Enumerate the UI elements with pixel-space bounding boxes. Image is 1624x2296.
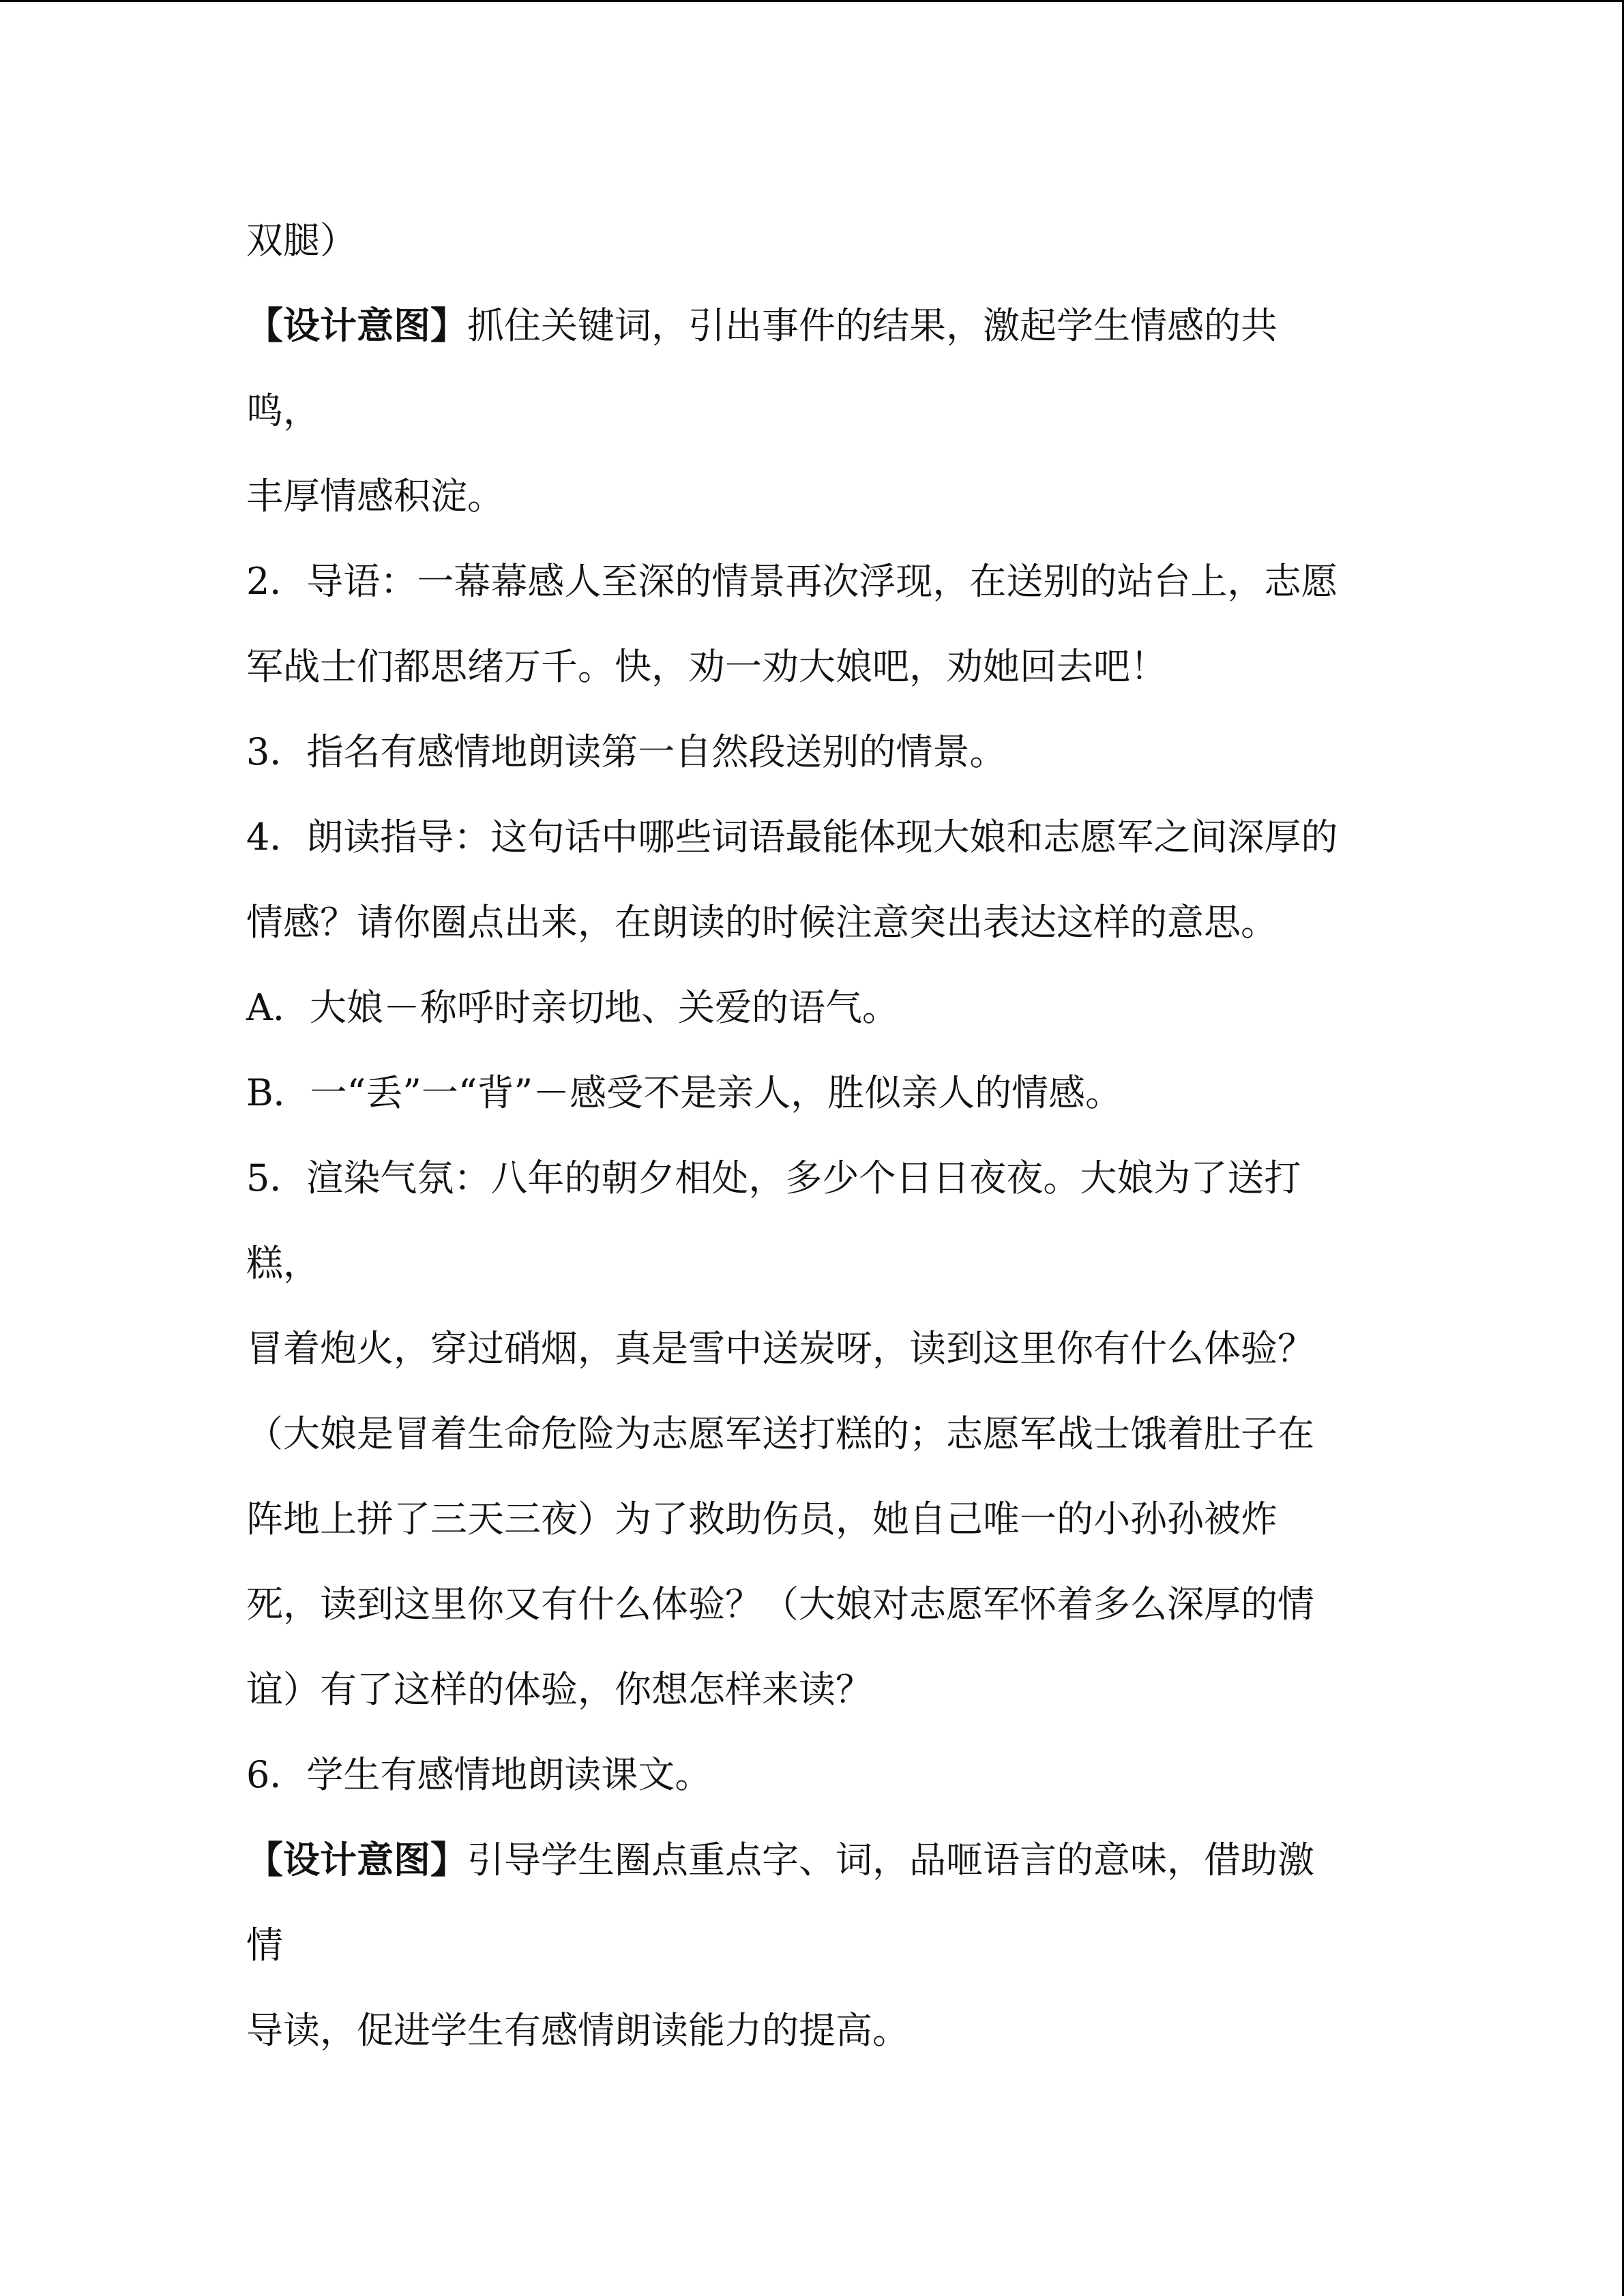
design-intent-tag: 【设计意图】 [246, 304, 467, 347]
text-line: 鸣， [246, 389, 320, 432]
text-line: 双腿） [246, 219, 357, 262]
numbered-item: 2．导语：一幕幕感人至深的情景再次浮现，在送别的站台上，志愿 [246, 560, 1338, 603]
text-line: （大娘是冒着生命危险为志愿军送打糕的；志愿军战士饿着肚子在 [246, 1412, 1314, 1455]
lettered-item: B．一“丢”一“背”－感受不是亲人，胜似亲人的情感。 [246, 1071, 1123, 1114]
text-line: 情 [246, 1924, 283, 1967]
text-line: 糕， [246, 1242, 320, 1285]
numbered-item: 3．指名有感情地朗读第一自然段送别的情景。 [246, 730, 1007, 773]
lettered-item: A．大娘－称呼时亲切地、关爱的语气。 [246, 986, 899, 1029]
text-line: 冒着炮火，穿过硝烟，真是雪中送炭呀，读到这里你有什么体验？ [246, 1327, 1314, 1370]
design-intent-tag: 【设计意图】 [246, 1838, 467, 1881]
text-line: 情感？请你圈点出来，在朗读的时候注意突出表达这样的意思。 [246, 901, 1278, 944]
numbered-item: 4．朗读指导：这句话中哪些词语最能体现大娘和志愿军之间深厚的 [246, 816, 1338, 859]
numbered-item: 6．学生有感情地朗读课文。 [246, 1753, 712, 1796]
text-line: 丰厚情感积淀。 [246, 475, 504, 518]
text-line: 军战士们都思绪万千。快，劝一劝大娘吧，劝她回去吧！ [246, 645, 1167, 688]
text-line: 死，读到这里你又有什么体验？（大娘对志愿军怀着多么深厚的情 [246, 1583, 1314, 1626]
numbered-item: 5．渲染气氛：八年的朝夕相处，多少个日日夜夜。大娘为了送打 [246, 1157, 1301, 1199]
design-intent-line: 【设计意图】引导学生圈点重点字、词，品咂语言的意味，借助激 [246, 1838, 1314, 1881]
text-line: 阵地上拼了三天三夜）为了救助伤员，她自己唯一的小孙孙被炸 [246, 1497, 1278, 1540]
text-line: 导读，促进学生有感情朗读能力的提高。 [246, 2009, 909, 2052]
design-intent-line: 【设计意图】抓住关键词，引出事件的结果，激起学生情感的共 [246, 304, 1278, 347]
text-line: 谊）有了这样的体验，你想怎样来读？ [246, 1668, 872, 1711]
